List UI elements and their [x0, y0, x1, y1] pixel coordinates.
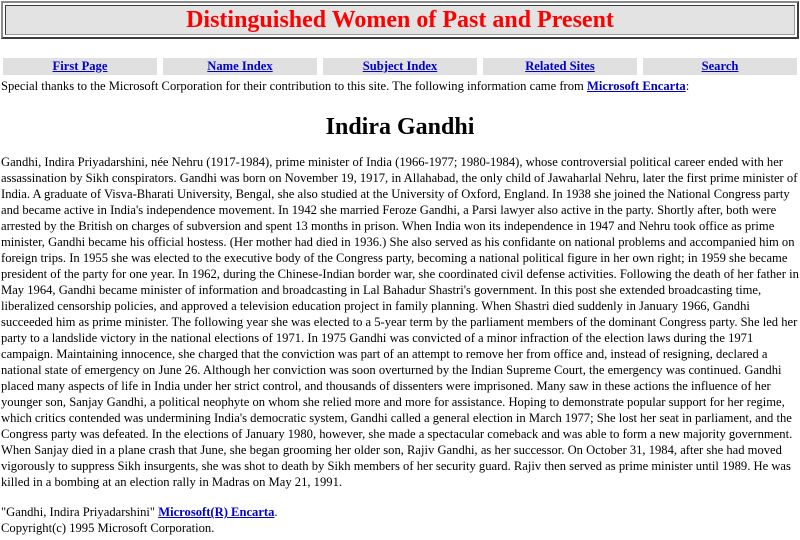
thanks-text: Special thanks to the Microsoft Corporation for their contribution to this site. The following information came from [1, 79, 587, 93]
nav-link-name-index[interactable]: Name Index [207, 59, 273, 73]
nav-cell-subject-index [323, 58, 477, 75]
citation [1, 504, 278, 536]
thanks-line [1, 78, 689, 94]
article-body: Gandhi, Indira Priyadarshini, née Nehru (1917-1984), prime minister of India (1966-1977; 1980-1984), whose controversial political career ended with her assassination by Sikh conspirators. Gandhi was born on November 19, 1917, in Allahabad, the only child of Jawaharlal Nehru, later the first prime minister of India. A graduate of Visva-Bharati University, Bengal, she also studied at the University of Oxford, England. In 1938 she joined the National Congress party and became active in India's independence movement. In 1942 she married Feroze Gandhi, a Parsi lawyer also active in the party. Shortly after, both were arrested by the British on charges of subversion and spent 13 months in prison. When India won its independence in 1947 and Nehru took office as prime minister, Gandhi became his official hostess. (Her mother had died in 1936.) She also served as his confidante on national problems and accompanied him on foreign trips. In 1955 she was elected to the executive body of the Congress party, becoming a national political figure in her own right; in 1959 she became president of the party for one year. In 1962, during the Chinese-Indian border war, she coordinated civil defense activities. Following the death of her father in May 1964, Gandhi became minister of information and broadcasting in Lal Bahadur Shastri's government. In this post she extended broadcasting time, liberalized censorship policies, and approved a television education project in family planning. When Shastri died suddenly in January 1966, Gandhi succeeded him as prime minister. The following year she was elected to a 5-year term by the parliament members of the dominant Congress party. She led her party to a landslide victory in the national elections of 1971. In 1975 Gandhi was convicted of a minor infraction of the election laws during the 1971 campaign. Maintaining innocence, she charged that the conviction was part of an attempt to remove her from office and, instead of resigning, declared a national state of emergency on June 26. Although her conviction was soon overturned by the Indian Supreme Court, the emergency was continued. Gandhi placed many aspects of life in India under her strict control, and thousands of dissenters were imprisoned. Many saw in these actions the influence of her younger son, Sanjay Gandhi, a political neophyte on whom she relied more and more for assistance. Hoping to demonstrate popular support for her regime, which critics contended was undermining India's democratic system, Gandhi called a general election in March 1977; She lost her seat in parliament, and the Congress party was defeated. In the elections of January 1980, however, she made a spectacular comeback and was able to form a new majority government. When Sanjay died in a plane crash that June, she began grooming her older son, Rajiv Gandhi, as her successor. On October 31, 1984, after she had moved vigorously to suppress Sikh insurgents, she was shot to death by Sikh members of her security guard. Rajiv then served as prime minister until 1989. He was killed in a bombing at an election rally in Madras on May 21, 1991. [1, 155, 799, 489]
site-header [1, 1, 799, 39]
nav-link-search[interactable]: Search [701, 59, 739, 73]
citation-quote: "Gandhi, Indira Priyadarshini" [1, 505, 159, 519]
nav-link-first-page[interactable]: First Page [52, 59, 108, 73]
nav-cell-related-sites [483, 58, 637, 75]
article-title: Indira Gandhi [325, 114, 475, 140]
nav-bar [3, 58, 797, 75]
nav-cell-name-index [163, 58, 317, 75]
citation-encarta-link[interactable]: Microsoft(R) Encarta [158, 505, 275, 519]
site-title: Distinguished Women of Past and Present [186, 7, 614, 33]
copyright-text: Copyright(c) 1995 Microsoft Corporation. [1, 521, 215, 535]
nav-cell-first-page [3, 58, 157, 75]
nav-cell-search [643, 58, 797, 75]
nav-link-related-sites[interactable]: Related Sites [525, 59, 595, 73]
site-header-cell [5, 5, 795, 35]
thanks-suffix: : [685, 79, 690, 93]
citation-period: . [274, 505, 278, 519]
encarta-link[interactable]: Microsoft Encarta [586, 79, 686, 93]
nav-link-subject-index[interactable]: Subject Index [362, 59, 438, 73]
